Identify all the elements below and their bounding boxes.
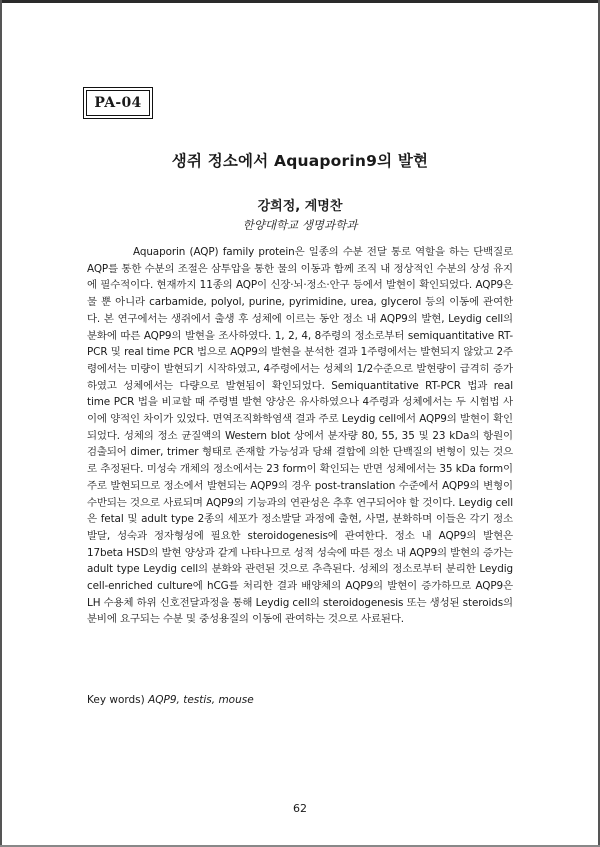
authors: 강희정, 계명찬 [257,199,343,214]
abstract-body: Aquaporin (AQP) family protein은 일종의 수분 전달 통로 역할을 하는 단백질로 AQP를 통한 수분의 조절은 삼투압을 통한 물의 이동과 함께 조직 내 정상적인 수분의 상성 유지에 필수적이다. 현재까지 11종의 AQP이 신장·뇌·정소·안구 등에서 발현이 확인되었다. AQP9은 물 뿐 아니라 carbamide, polyol, purine, pyrimidine, urea, glycerol 등의 이동에 관여한다. 본 연구에서는 생쥐에서 출생 후 성체에 이르는 동안 정소 내 AQP9의 발현, Leydig cell의 분화에 따른 AQP9의 발현을 조사하였다. 1, 2, 4, 8주령의 정소로부터 semiquantitative RT-PCR 및 real time PCR 법으로 AQP9의 발현을 분석한 결과 1주령에서는 발현되지 않았고 2주령에서는 미량이 발현되기 시작하였고, 4주령에서는 성체의 1/2수준으로 발현량이 급격히 증가하였고 성체에서는 다량으로 발현됨이 확인되었다. Semiquantitative RT-PCR 법과 real time PCR 법을 비교할 때 주령별 발현 양상은 유사하였으나 4주령과 성체에서는 두 시험법 사이에 양적인 차이가 있었다. 면역조직화학염색 결과 주로 Leydig cell에서 AQP9의 발현이 확인되었다. 성체의 정소 균질액의 Western blot 상에서 분자량 80, 55, 35 및 23 kDa의 항원이 검출되어 dimer, trimer 형태로 존재할 가능성과 당쇄 결합에 의한 단백질의 변형이 있는 것으로 추정된다. 미성숙 개체의 정소에서는 23 form이 확인되는 반면 성체에서는 35 kDa form이 주로 발현되므로 정소에서 발현되는 AQP9의 경우 post-translation 수준에서 AQP9의 변형이 수반되는 것으로 사료되며 AQP9의 기능과의 연관성은 추후 연구되어야 할 것이다. Leydig cell은 fetal 및 adult type 2종의 세포가 정소발달 과정에 출현, 사멸, 분화하며 이들은 각기 정소발달, 성숙과 정자형성에 필요한 steroidogenesis에 관여한다. 정소 내 AQP9의 발현은 17beta HSD의 발현 양상과 같게 나타나므로 성적 성숙에 따른 정소 내 AQP9의 발현의 증가는 adult type Leydig cell의 분화와 관련된 것으로 추측된다. 성체의 정소로부터 분리한 Leydig cell-enriched culture에 hCG를 처리한 결과 배양체의 AQP9의 발현이 증가하므로 AQP9은 LH 수용체 하위 신호전달과정을 통해 Leydig cell의 steroidogenesis 또는 생성된 steroids의 분비에 요구되는 수분 및 중성용질의 이동에 관여하는 것으로 사료된다. [87,246,513,626]
abstract-code-box: PA-04 [86,90,150,116]
page-number: 62 [293,802,307,815]
affiliation: 한양대학교 생명과학과 [242,218,358,232]
keywords-label: Key words) [87,694,145,706]
page-left-edge [0,0,2,847]
page-top-edge [0,0,600,3]
keywords-terms: AQP9, testis, mouse [148,694,254,706]
keywords-line [87,694,254,706]
paper-title: 생쥐 정소에서 Aquaporin9의 발현 [171,152,429,170]
